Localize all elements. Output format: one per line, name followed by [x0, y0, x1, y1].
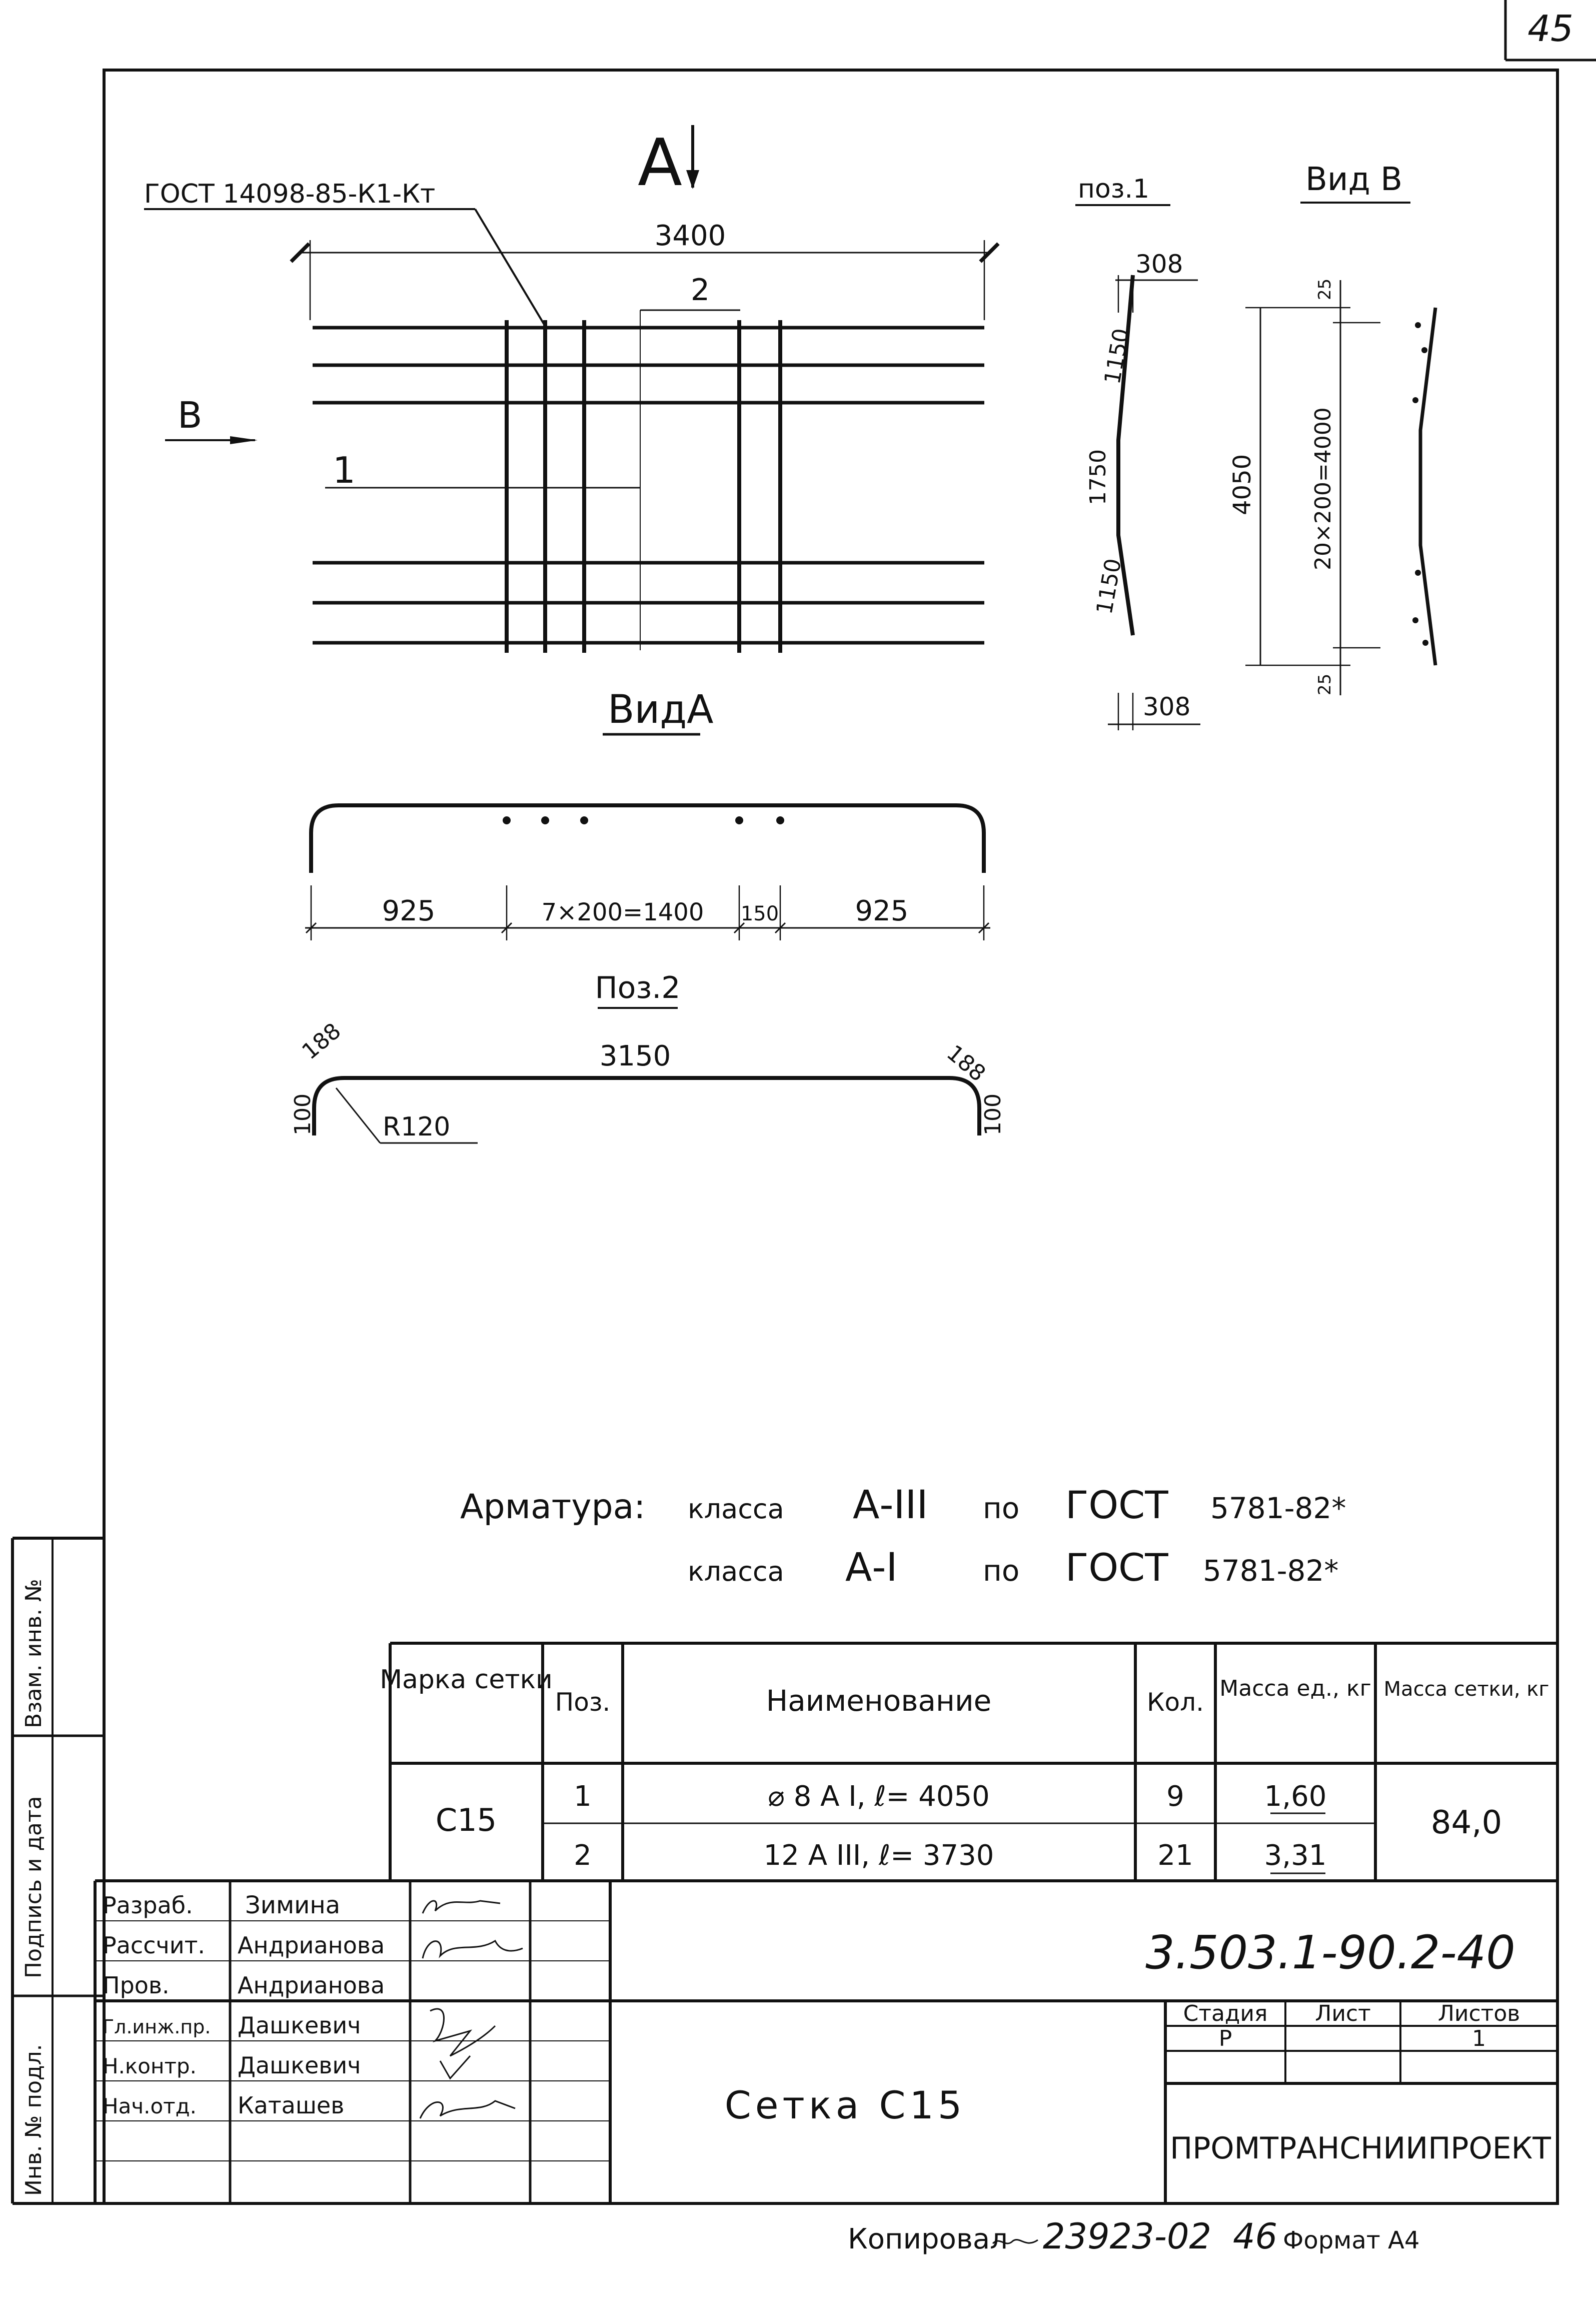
sheet-number: 45 — [1527, 8, 1573, 50]
stamp-replacement: Взам. инв. № — [21, 1579, 47, 1728]
cell-pos-1: 1 — [574, 1780, 592, 1813]
pos1-bar — [1075, 174, 1200, 730]
pos2-radius: R120 — [383, 1112, 451, 1142]
cell-qty-2: 21 — [1157, 1839, 1193, 1872]
view-b-end-bottom: 25 — [1315, 673, 1335, 695]
section-arrow-icon — [686, 170, 699, 189]
view-b-title: Вид В — [1305, 161, 1402, 198]
signature-3 — [430, 2009, 495, 2056]
stamp-signature-date: Подпись и дата — [21, 1796, 47, 1978]
view-b — [1228, 161, 1435, 695]
name-5: Каташев — [238, 2092, 345, 2119]
plan-view — [144, 125, 989, 653]
pos2-end-left: 188 — [297, 1018, 346, 1065]
pos2-height-left: 100 — [290, 1093, 316, 1135]
header-name: Наименование — [766, 1684, 992, 1718]
drawing-title: Сетка С15 — [724, 2083, 966, 2127]
pos-marker-1: 1 — [333, 449, 356, 491]
view-a-title: ВидА — [608, 687, 714, 732]
view-a-dim-spacing: 7×200=1400 — [541, 898, 704, 926]
pos2-bar — [290, 970, 1006, 1143]
role-5: Нач.отд. — [103, 2094, 197, 2118]
cell-unit-mass-2: 3,31 — [1264, 1839, 1327, 1872]
organization: ПРОМТРАНСНИИПРОЕКТ — [1170, 2131, 1551, 2166]
sheets-value: 1 — [1472, 2026, 1486, 2051]
notes-line1-by: по — [983, 1491, 1020, 1525]
name-3: Дашкевич — [238, 2012, 361, 2039]
notes-line2-std: ГОСТ — [1065, 1545, 1168, 1590]
stage-value: Р — [1218, 2026, 1232, 2051]
footer — [848, 2216, 1419, 2257]
cell-qty-1: 9 — [1166, 1780, 1184, 1813]
notes-line1-std: ГОСТ — [1065, 1483, 1168, 1527]
stamp-inventory: Инв. № подл. — [21, 2044, 47, 2196]
sheet-frame — [104, 70, 1557, 2203]
header-total-mass: Масса сетки, кг — [1383, 1678, 1549, 1701]
header-unit-mass: Масса ед., кг — [1219, 1676, 1371, 1701]
notes-line1-num: 5781-82* — [1210, 1491, 1346, 1525]
name-2: Андрианова — [238, 1972, 385, 1999]
longitudinal-bars — [313, 328, 984, 643]
header-mark-text: Марка сетки — [380, 1665, 553, 1695]
pos2-length: 3150 — [599, 1040, 671, 1072]
dim-overall-length: 3400 — [654, 220, 726, 252]
view-a — [305, 687, 990, 940]
stage-label: Стадия — [1183, 2001, 1268, 2026]
header-qty: Кол. — [1147, 1688, 1204, 1717]
view-a-dim-left: 925 — [382, 895, 436, 927]
notes-line1-class: класса — [688, 1493, 784, 1525]
view-a-dim-right: 925 — [855, 895, 909, 927]
notes-line2-by: по — [983, 1554, 1020, 1588]
pos2-title: Поз.2 — [595, 970, 681, 1005]
name-0: Зимина — [245, 1891, 341, 1919]
notes-line2-num: 5781-82* — [1203, 1554, 1339, 1588]
header-pos: Поз. — [555, 1688, 611, 1717]
pos1-offset-top: 308 — [1135, 250, 1183, 279]
footer-format: Формат А4 — [1283, 2226, 1420, 2254]
cell-name-2: 12 А III, ℓ= 3730 — [763, 1839, 994, 1872]
cell-pos-2: 2 — [574, 1839, 592, 1872]
role-3: Гл.инж.пр. — [103, 2016, 211, 2038]
footer-copied: Копировал — [848, 2223, 1008, 2255]
header-mark — [380, 1665, 553, 1695]
doc-code: 3.503.1-90.2-40 — [1145, 1926, 1515, 1979]
pos1-seg-top: 1150 — [1099, 326, 1135, 386]
role-0: Разраб. — [103, 1892, 193, 1919]
footer-order: 23923-02 — [1043, 2216, 1212, 2257]
cell-unit-mass-1: 1,60 — [1264, 1780, 1327, 1813]
role-2: Пров. — [103, 1972, 170, 1999]
role-4: Н.контр. — [103, 2054, 197, 2078]
sheet-number-box — [1505, 0, 1596, 60]
cell-mark: С15 — [435, 1802, 497, 1838]
notes-line2-grade: А-I — [845, 1545, 898, 1590]
view-b-spacing: 20×200=4000 — [1310, 407, 1336, 570]
pos1-offset-bottom: 308 — [1143, 692, 1191, 721]
spec-table-headers — [380, 1665, 1549, 1718]
cell-name-1: ⌀ 8 А I, ℓ= 4050 — [768, 1780, 990, 1813]
view-b-marker: В — [178, 394, 203, 436]
role-1: Рассчит. — [103, 1932, 206, 1959]
pos2-end-right: 188 — [941, 1040, 991, 1087]
spec-table-body — [436, 1780, 1502, 1873]
pos1-seg-bot: 1150 — [1091, 556, 1127, 616]
signature-5 — [420, 2101, 515, 2118]
view-b-arrow-icon — [230, 436, 258, 444]
view-a-dim-gap: 150 — [740, 902, 779, 925]
pos2-height-right: 100 — [980, 1093, 1006, 1135]
section-marker-a: А — [638, 125, 682, 201]
name-4: Дашкевич — [238, 2052, 361, 2079]
cell-total-mass: 84,0 — [1430, 1804, 1502, 1841]
signatures — [420, 1901, 523, 2118]
view-b-end-top: 25 — [1315, 278, 1335, 300]
sheets-label: Листов — [1437, 2001, 1520, 2026]
title-block-roles — [103, 1891, 385, 2119]
footer-page: 46 — [1233, 2216, 1278, 2257]
pos-marker-2: 2 — [690, 273, 710, 308]
view-b-total: 4050 — [1228, 454, 1256, 515]
standard-ref: ГОСТ 14098-85-К1-Кт — [144, 179, 436, 209]
signature-4 — [440, 2056, 470, 2078]
name-1: Андрианова — [238, 1932, 385, 1959]
sheet-label: Лист — [1315, 2001, 1371, 2026]
notes-label: Арматура: — [460, 1487, 646, 1527]
pos1-title: поз.1 — [1078, 174, 1150, 204]
notes-line1-grade: А-III — [853, 1483, 928, 1528]
pos1-seg-mid: 1750 — [1085, 449, 1111, 505]
signature-1 — [423, 1941, 523, 1958]
reinforcement-notes — [460, 1483, 1346, 1590]
signature-0 — [423, 1901, 500, 1913]
notes-line2-class: класса — [688, 1556, 784, 1587]
